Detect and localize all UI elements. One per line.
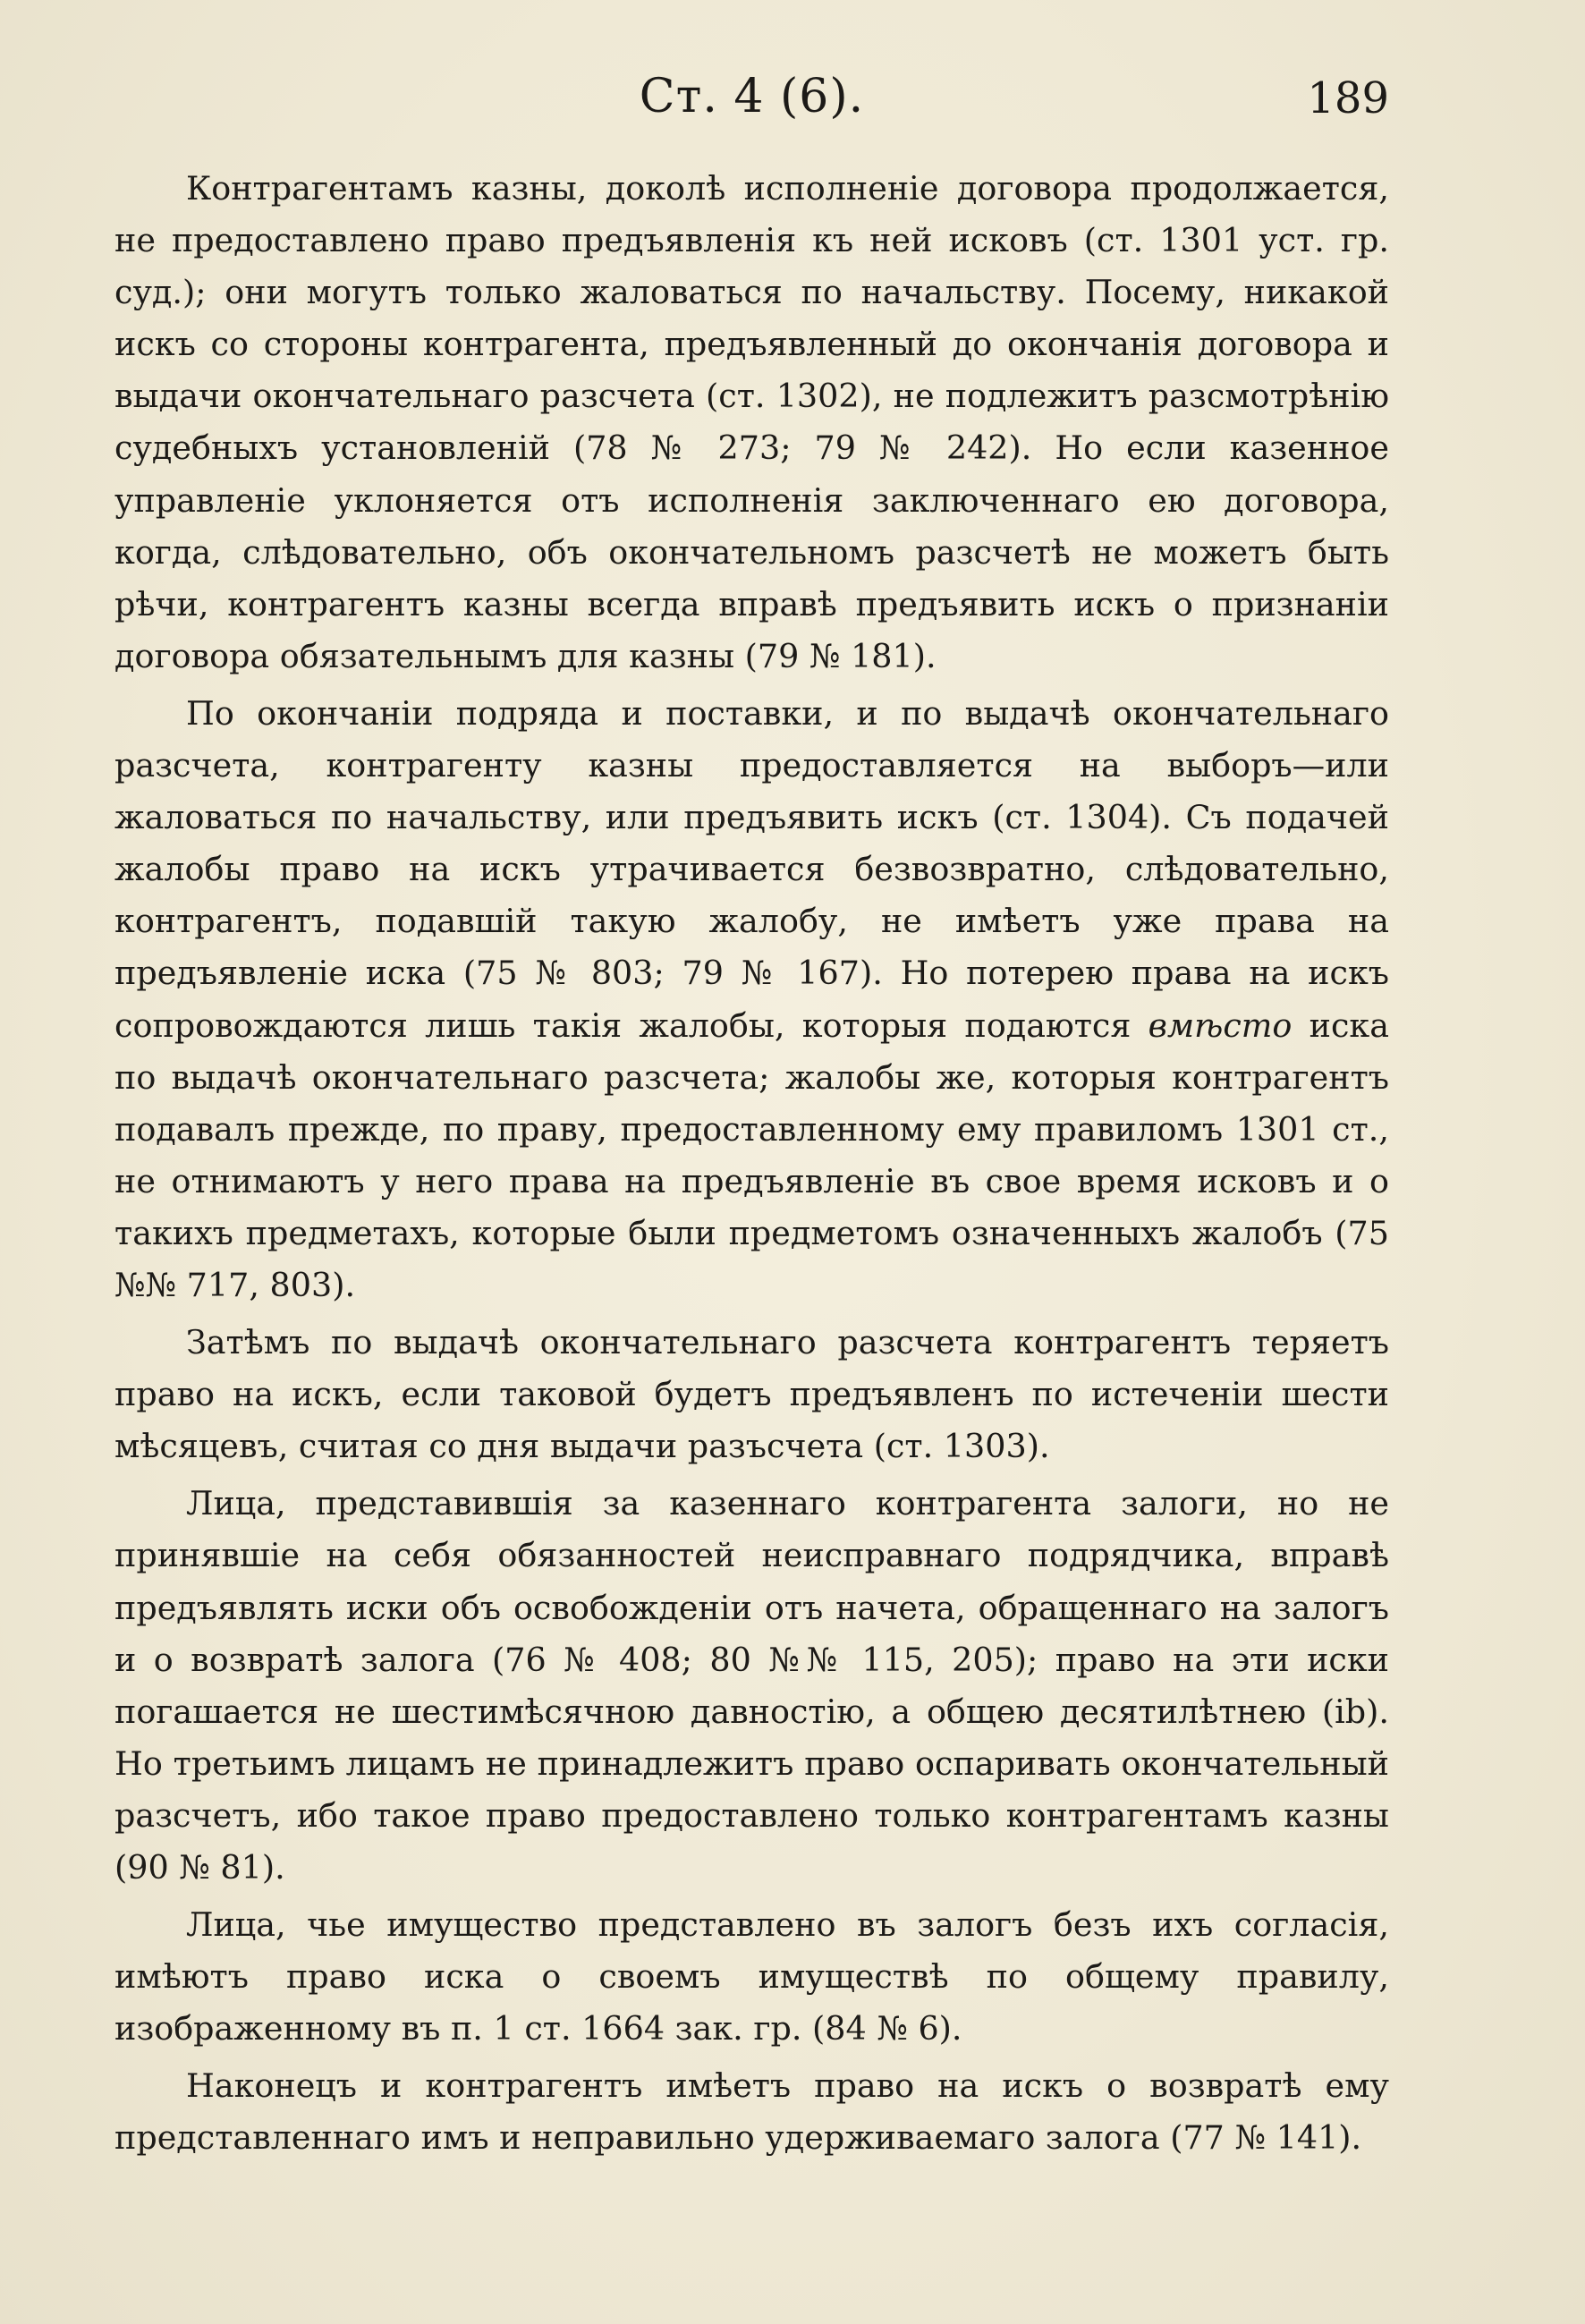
paragraph-2 bbox=[114, 688, 1389, 1311]
page-number: 189 bbox=[1307, 73, 1389, 123]
paragraph-4: Лица, представившія за казеннаго контрагента залоги, но не принявшіе на себя обязанностей неисправнаго подрядчика, вправѣ предъявлять иски объ освобожденіи отъ начета, обращеннаго на залогъ и о возвратѣ залога (76 № 408; 80 №№ 115, 205); право на эти иски погашается не шестимѣсячною давностію, а общею десятилѣтнею (ib). Но третьимъ лицамъ не принадлежитъ право оспаривать окончательный разсчетъ, ибо такое право предоставлено только контрагентамъ казны (90 № 81). bbox=[114, 1484, 1389, 1887]
paragraph-2-emphasis: вмѣсто bbox=[1148, 1005, 1293, 1045]
body-text bbox=[114, 163, 1389, 2170]
paragraph-2-after: иска по выдачѣ окончательнаго разсчета; жалобы же, которыя контрагентъ подавалъ прежде, по праву, предоставленному ему правиломъ 1301 ст., не отнимаютъ у него права на предъявленіе въ свое время исковъ и о такихъ предметахъ, которые были предметомъ означенныхъ жалобъ (75 №№ 717, 803). bbox=[114, 1005, 1389, 1304]
page-header bbox=[114, 70, 1389, 141]
running-title: Ст. 4 (6). bbox=[639, 70, 865, 123]
paragraph-2-before: По окончаніи подряда и поставки, и по выдачѣ окончательнаго разсчета, контрагенту казны предоставляется на выборъ—или жаловаться по начальству, или предъявить искъ (ст. 1304). Съ подачей жалобы право на искъ утрачивается безвозвратно, слѣдовательно, контрагентъ, подавшій такую жалобу, не имѣетъ уже права на предъявленіе иска (75 № 803; 79 № 167). Но потерею права на искъ сопровождаются лишь такія жалобы, которыя подаются bbox=[114, 693, 1389, 1045]
paragraph-3: Затѣмъ по выдачѣ окончательнаго разсчета контрагентъ теряетъ право на искъ, если таковой будетъ предъявленъ по истеченіи шести мѣсяцевъ, считая со дня выдачи разъсчета (ст. 1303). bbox=[114, 1323, 1389, 1466]
paragraph-6: Наконецъ и контрагентъ имѣетъ право на искъ о возвратѣ ему представленнаго имъ и неправильно удерживаемаго залога (77 № 141). bbox=[114, 2066, 1389, 2158]
paragraph-1: Контрагентамъ казны, доколѣ исполненіе договора продолжается, не предоставлено право предъявленія къ ней исковъ (ст. 1301 уст. гр. суд.); они могутъ только жаловаться по начальству. Посему, никакой искъ со стороны контрагента, предъявленный до окончанія договора и выдачи окончательнаго разсчета (ст. 1302), не подлежитъ разсмотрѣнію судебныхъ установленій (78 № 273; 79 № 242). Но если казенное управленіе уклоняется отъ исполненія заключеннаго ею договора, когда, слѣдовательно, объ окончательномъ разсчетѣ не можетъ быть рѣчи, контрагентъ казны всегда вправѣ предъявить искъ о признаніи договора обязательнымъ для казны (79 № 181). bbox=[114, 169, 1389, 675]
paragraph-5: Лица, чье имущество представлено въ залогъ безъ ихъ согласія, имѣютъ право иска о своемъ имуществѣ по общему правилу, изображенному въ п. 1 ст. 1664 зак. гр. (84 № 6). bbox=[114, 1905, 1389, 2048]
